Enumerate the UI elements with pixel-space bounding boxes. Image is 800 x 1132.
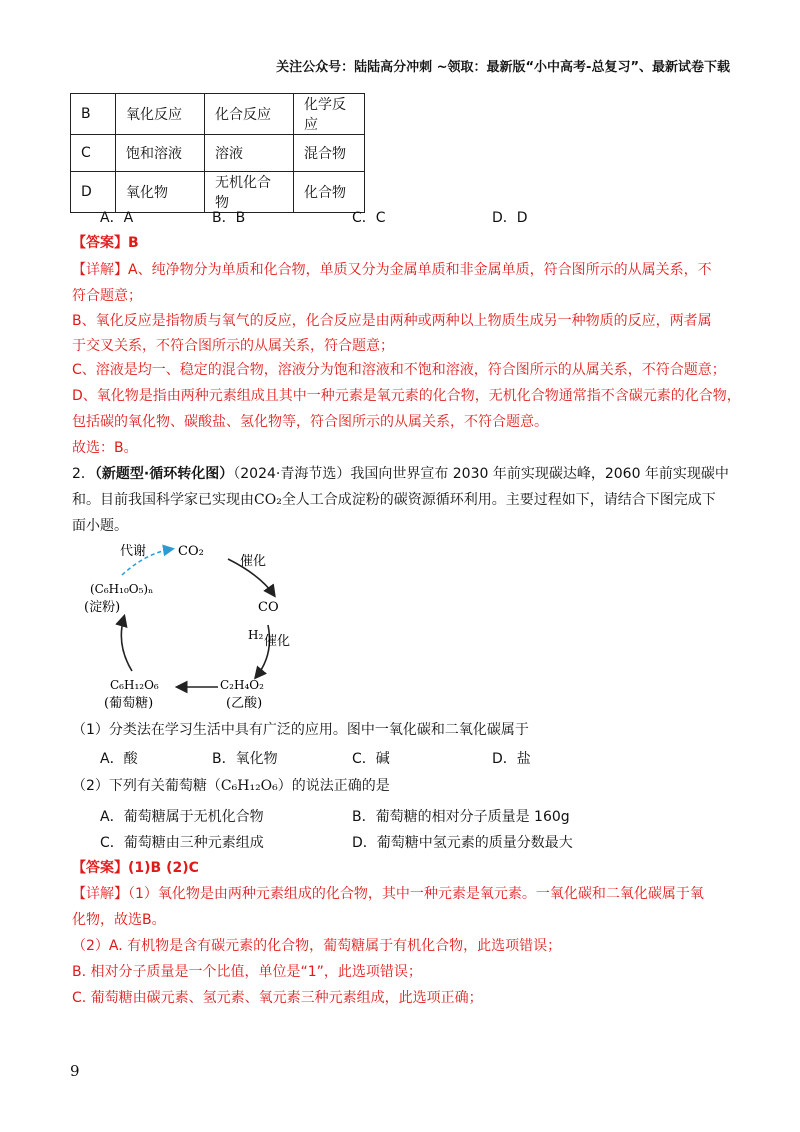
q2-stem-line: 面小题。 (72, 518, 128, 534)
sub1-choice-b: B．氧化物 (212, 751, 278, 767)
q1-detail-line: B、氧化反应是指物质与氧气的反应，化合反应是由两种或两种以上物质生成另一种物质的反应，两者属 (72, 313, 712, 329)
label-acetic-acid: (乙酸) (226, 696, 263, 711)
table-cell: C (71, 135, 116, 172)
table-row (71, 94, 365, 135)
label-glucose-formula: C₆H₁₂O₆ (110, 678, 159, 692)
q2-detail-line: （2）A. 有机物是含有碳元素的化合物，葡萄糖属于有机化合物，此选项错误； (72, 938, 562, 954)
q1-detail-line: 符合题意； (72, 288, 142, 304)
table-cell: 饱和溶液 (116, 135, 205, 172)
q1-answer: 【答案】B (72, 235, 139, 251)
arrow-glucose-to-starch (121, 617, 132, 671)
sub2-choice-c: C．葡萄糖由三种元素组成 (100, 835, 264, 851)
q2-sub2-text: （2）下列有关葡萄糖（ (72, 778, 221, 794)
table-row (71, 135, 365, 172)
sub2-choice-a: A．葡萄糖属于无机化合物 (100, 809, 264, 825)
label-glucose: (葡萄糖) (104, 696, 154, 711)
page-header: 关注公众号：陆陆高分冲刺 ~领取：最新版“小中高考-总复习”、最新试卷下载 (276, 60, 730, 75)
table-cell: 化学反应 (294, 94, 365, 135)
table-cell: 化合物 (294, 172, 365, 213)
label-catalyst-2: 催化 (264, 634, 291, 649)
q2-answer: 【答案】(1)B (2)C (72, 860, 199, 876)
q2-detail-line: 【详解】（1）氧化物是由两种元素组成的化合物，其中一种元素是氧元素。一氧化碳和二氧化碳属于氧 (72, 886, 704, 902)
label-starch-formula: (C₆H₁₀O₅)ₙ (90, 582, 154, 596)
q2-sub1-stem: （1）分类法在学习生活中具有广泛的应用。图中一氧化碳和二氧化碳属于 (72, 722, 529, 738)
table-cell: 氧化物 (116, 172, 205, 213)
question-number: 2． (72, 466, 95, 482)
q2-stem-text: 和。目前我国科学家已实现由 (72, 492, 254, 508)
q1-detail-line: 于交叉关系，不符合图所示的从属关系，符合题意； (72, 338, 394, 354)
sub2-choice-b: B．葡萄糖的相对分子质量是 160g (352, 809, 570, 825)
options-table (70, 93, 365, 213)
q1-choice-b: B．B (212, 210, 246, 226)
q1-detail-line: D、氧化物是指由两种元素组成且其中一种元素是氧元素的化合物，无机化合物通常指不含碳元素的化合物， (72, 388, 741, 404)
co2-formula: CO₂ (254, 492, 282, 508)
page-number: 9 (70, 1062, 80, 1080)
q1-detail-line: 包括碳的氧化物、碳酸盐、氢化物等，符合图所示的从属关系，不符合题意。 (72, 414, 548, 430)
q2-sub2-stem (72, 776, 390, 796)
q1-choice-d: D．D (492, 210, 528, 226)
label-metabolism: 代谢 (120, 544, 147, 559)
q2-detail-line: B. 相对分子质量是一个比值，单位是“1”，此选项错误； (72, 964, 422, 980)
label-co: CO (258, 600, 279, 615)
q1-choice-a: A．A (100, 210, 134, 226)
question-tag: （新题型·循环转化图） (94, 466, 234, 482)
q1-detail-line: 故选：B。 (72, 440, 138, 456)
label-h2: H₂ (248, 628, 264, 642)
q2-stem-line (72, 490, 716, 510)
table-cell: 混合物 (294, 135, 365, 172)
label-acetic-acid-formula: C₂H₄O₂ (220, 678, 264, 692)
table-cell: 溶液 (205, 135, 294, 172)
table-cell: 化合反应 (205, 94, 294, 135)
carbon-cycle-diagram (60, 535, 320, 715)
table-cell: 无机化合物 (205, 172, 294, 213)
sub1-choice-d: D．盐 (492, 751, 531, 767)
q2-stem-text: （2024·青海节选）我国向世界宣布 2030 年前实现碳达峰，2060 年前实现碳中 (233, 466, 729, 482)
q1-detail-line: C、溶液是均一、稳定的混合物，溶液分为饱和溶液和不饱和溶液，符合图所示的从属关系，不符合题意； (72, 362, 726, 378)
table-cell: D (71, 172, 116, 213)
label-starch: (淀粉) (84, 600, 121, 615)
q2-stem-line (72, 464, 729, 484)
q2-stem-text: 全人工合成淀粉的碳资源循环利用。主要过程如下，请结合下图完成下 (281, 492, 716, 508)
glucose-formula: C₆H₁₂O₆ (220, 778, 278, 794)
q1-detail-line: 【详解】A、纯净物分为单质和化合物，单质又分为金属单质和非金属单质，符合图所示的从属关系，不 (72, 262, 712, 278)
q2-sub2-text: ）的说法正确的是 (277, 778, 390, 794)
q1-choice-c: C．C (352, 210, 386, 226)
q2-detail-line: 化物，故选B。 (72, 912, 166, 928)
sub2-choice-d: D．葡萄糖中氢元素的质量分数最大 (352, 835, 573, 851)
table-cell: B (71, 94, 116, 135)
sub1-choice-a: A．酸 (100, 751, 138, 767)
label-co2: CO₂ (178, 544, 204, 559)
q2-detail-line: C. 葡萄糖由碳元素、氢元素、氧元素三种元素组成，此选项正确； (72, 990, 483, 1006)
table-cell: 氧化反应 (116, 94, 205, 135)
label-catalyst-1: 催化 (240, 554, 267, 569)
sub1-choice-c: C．碱 (352, 751, 390, 767)
